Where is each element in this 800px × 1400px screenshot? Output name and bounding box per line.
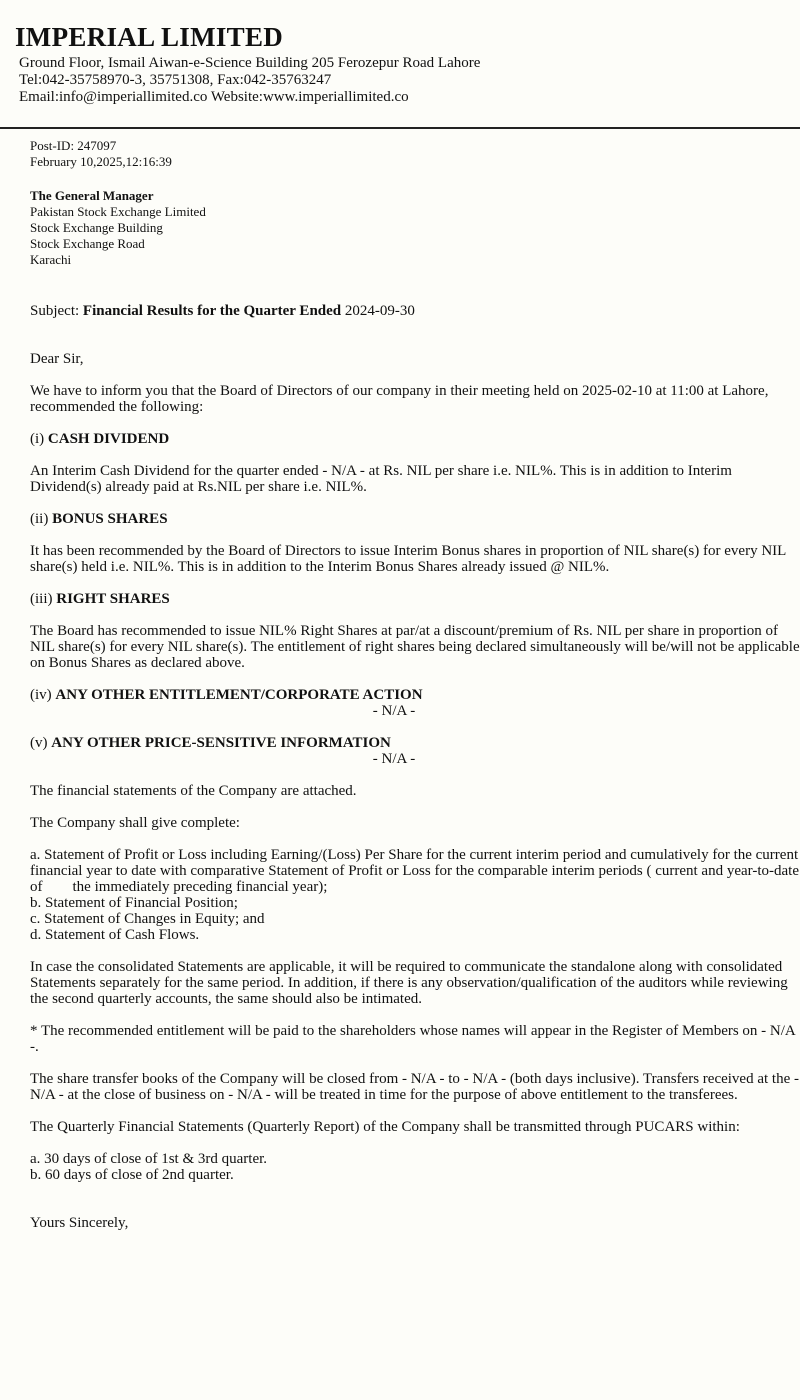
transfer-books-paragraph: The share transfer books of the Company will be closed from - N/A - to - N/A - (both days inclusive). Transfers received at the - N/A - at the close of business on - N/A - will be treated in time for the purpose of above entitlement to the transferees.: [30, 1071, 799, 1103]
right-shares-text: The Board has recommended to issue NIL% Right Shares at par/at a discount/premium of Rs. NIL per share in proportion of NIL share(s) for every NIL share(s). The entitlement of right shares being declared simultaneously will be/will not be applicable on Bonus Shares as declared above.: [30, 623, 800, 671]
cash-dividend-text: An Interim Cash Dividend for the quarter ended - N/A - at Rs. NIL per share i.e. NIL%. This is in addition to Interim Dividend(s) already paid at Rs.NIL per share i.e. NIL%.: [30, 463, 732, 495]
section-number: (ii): [30, 511, 49, 527]
salutation: Dear Sir,: [30, 351, 84, 367]
letterhead: [0, 0, 800, 129]
pucars-paragraph: The Quarterly Financial Statements (Quarterly Report) of the Company shall be transmitted through PUCARS within:: [30, 1119, 740, 1135]
section-title: BONUS SHARES: [52, 511, 168, 527]
other-entitlement-value: - N/A -: [372, 703, 416, 719]
list-item-c: c. Statement of Changes in Equity; and: [30, 911, 265, 927]
list-item-b: b. Statement of Financial Position;: [30, 895, 238, 911]
section-title: CASH DIVIDEND: [47, 431, 170, 447]
recipient-line-1: Pakistan Stock Exchange Limited: [30, 204, 206, 219]
bonus-shares-text: It has been recommended by the Board of Directors to issue Interim Bonus shares in proportion of NIL share(s) for every NIL share(s) held i.e. NIL%. This is in addition to the Interim Bonus Shares already issued @ NIL%.: [30, 543, 786, 575]
company-phone-fax: Tel:042-35758970-3, 35751308, Fax:042-35763247: [19, 72, 332, 88]
section-title: RIGHT SHARES: [56, 591, 170, 607]
recipient-line-4: Karachi: [30, 252, 72, 267]
give-complete: The Company shall give complete:: [30, 815, 240, 831]
company-name: IMPERIAL LIMITED: [15, 22, 284, 52]
company-email-website: Email:info@imperiallimited.co Website:www.imperiallimited.co: [19, 89, 409, 105]
section-other-entitlement-heading: [30, 687, 800, 703]
section-number: (v): [30, 735, 48, 751]
subject-text: Financial Results for the Quarter Ended: [82, 303, 342, 319]
price-sensitive-value: - N/A -: [372, 751, 416, 767]
recipient-line-3: Stock Exchange Road: [30, 236, 145, 251]
entitlement-note: * The recommended entitlement will be paid to the shareholders whose names will appear in the Register of Members on - N/A -.: [30, 1023, 795, 1055]
post-id: Post-ID: 247097: [30, 138, 117, 153]
list-item-d: d. Statement of Cash Flows.: [30, 927, 200, 943]
subject-label: Subject:: [30, 303, 80, 319]
intro-paragraph: We have to inform you that the Board of Directors of our company in their meeting held on 2025-02-10 at 11:00 at Lahore, recommended the following:: [30, 383, 769, 415]
section-number: (iii): [30, 591, 53, 607]
attached-statement: The financial statements of the Company are attached.: [30, 783, 357, 799]
company-address: Ground Floor, Ismail Aiwan-e-Science Building 205 Ferozepur Road Lahore: [19, 55, 481, 71]
section-number: (i): [30, 431, 45, 447]
subject-line: [30, 303, 800, 319]
post-datetime: February 10,2025,12:16:39: [30, 154, 172, 169]
section-price-sensitive-heading: [30, 735, 800, 751]
recipient-line-2: Stock Exchange Building: [30, 220, 163, 235]
section-right-shares-heading: [30, 591, 800, 607]
subject-date: 2024-09-30: [344, 303, 415, 319]
section-cash-dividend-heading: [30, 431, 800, 447]
pucars-item-b: b. 60 days of close of 2nd quarter.: [30, 1167, 234, 1183]
section-title: ANY OTHER ENTITLEMENT/CORPORATE ACTION: [55, 687, 423, 703]
section-number: (iv): [30, 687, 52, 703]
consolidated-paragraph: In case the consolidated Statements are applicable, it will be required to communicate the standalone along with consolidated Statements separately for the same period. In addition, if there is any observation/qualification of the auditors while reviewing the second quarterly accounts, the same should also be intimated.: [30, 959, 788, 1007]
recipient-title: The General Manager: [30, 188, 154, 203]
pucars-item-a: a. 30 days of close of 1st & 3rd quarter.: [30, 1151, 268, 1167]
section-bonus-shares-heading: [30, 511, 800, 527]
section-title: ANY OTHER PRICE-SENSITIVE INFORMATION: [51, 735, 391, 751]
closing: Yours Sincerely,: [30, 1215, 129, 1231]
list-item-a: a. Statement of Profit or Loss including Earning/(Loss) Per Share for the current interim period and cumulatively for the current financial year to date with comparative Statement of Profit or Loss for the comparable interim periods ( current and year-to-date of the immediately preceding financial year);: [30, 847, 799, 895]
